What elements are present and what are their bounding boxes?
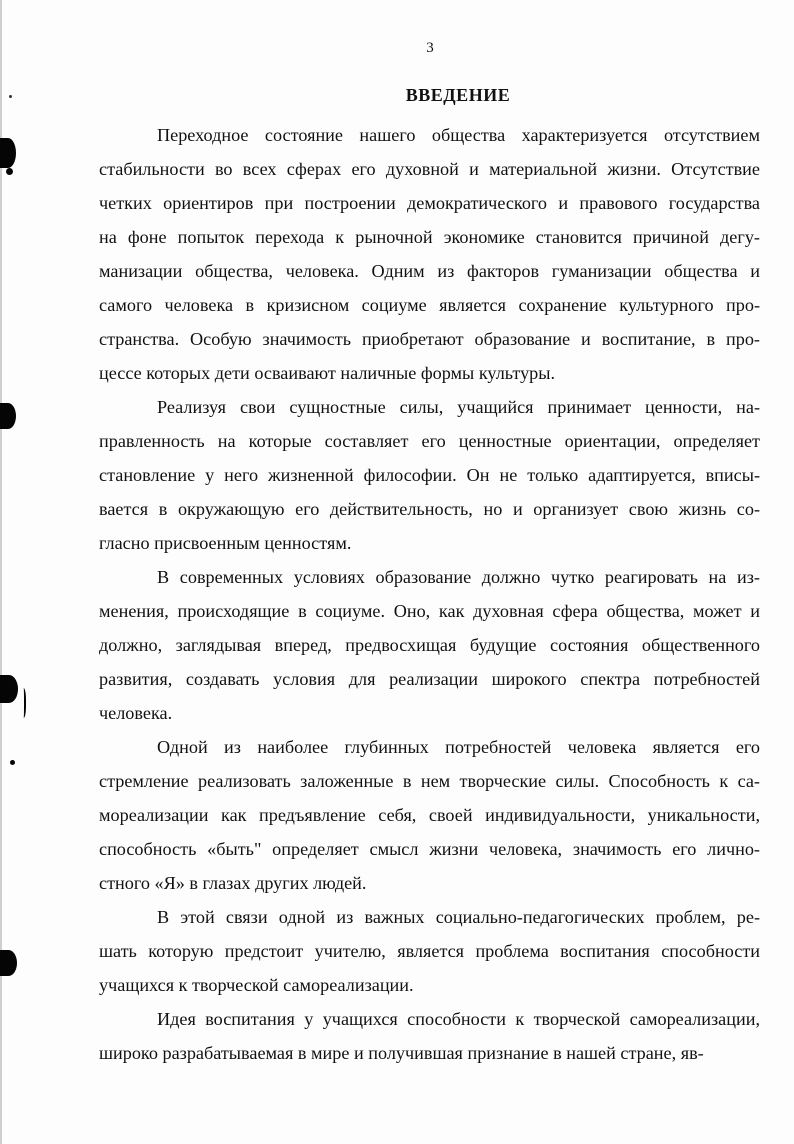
hole-punch-mark bbox=[20, 688, 26, 718]
text-line: человека. bbox=[99, 703, 173, 723]
page-title: ВВЕДЕНИЕ bbox=[405, 85, 511, 105]
hole-punch-mark bbox=[0, 675, 18, 703]
text-line: шать которую предстоит учителю, является проблема воспитания способности bbox=[99, 941, 760, 961]
paragraph bbox=[99, 900, 760, 1002]
text-line: должно, заглядывая вперед, предвосхищая будущие состояния общественного bbox=[99, 635, 760, 655]
hole-punch-mark bbox=[0, 138, 16, 168]
body-text bbox=[99, 118, 760, 1070]
text-line: на фоне попыток перехода к рыночной экономике становится причиной дегу- bbox=[99, 227, 760, 247]
text-line: становление у него жизненной философии. Он не только адаптируется, вписы- bbox=[99, 465, 760, 485]
text-line: учащихся к творческой самореализации. bbox=[99, 975, 414, 995]
hole-punch-mark bbox=[10, 760, 15, 765]
text-line: менения, происходящие в социуме. Оно, как духовная сфера общества, может и bbox=[99, 601, 760, 621]
paragraph bbox=[99, 1002, 760, 1070]
text-line: Переходное состояние нашего общества характеризуется отсутствием bbox=[157, 125, 760, 145]
text-line: В этой связи одной из важных социально-педагогических проблем, ре- bbox=[157, 907, 760, 927]
hole-punch-mark bbox=[0, 403, 16, 429]
text-line: странства. Особую значимость приобретают образование и воспитание, в про- bbox=[99, 329, 760, 349]
text-line: Одной из наиболее глубинных потребностей человека является его bbox=[157, 737, 760, 757]
paragraph bbox=[99, 560, 760, 730]
hole-punch-mark bbox=[0, 950, 17, 976]
text-line: Реализуя свои сущностные силы, учащийся принимает ценности, на- bbox=[157, 397, 760, 417]
paragraph bbox=[99, 730, 760, 900]
text-line: манизации общества, человека. Одним из факторов гуманизации общества и bbox=[99, 261, 760, 281]
text-line: стремление реализовать заложенные в нем творческие силы. Способность к са- bbox=[99, 771, 760, 791]
text-line: Идея воспитания у учащихся способности к творческой самореализации, bbox=[157, 1009, 760, 1029]
text-line: стного «Я» в глазах других людей. bbox=[99, 873, 367, 893]
hole-punch-mark bbox=[6, 168, 13, 175]
text-line: правленность на которые составляет его ценностные ориентации, определяет bbox=[99, 431, 760, 451]
text-line: широко разрабатываемая в мире и получившая признание в нашей стране, яв- bbox=[99, 1043, 704, 1063]
paragraph bbox=[99, 118, 760, 390]
text-line: вается в окружающую его действительность, но и организует свою жизнь со- bbox=[99, 499, 760, 519]
text-line: четких ориентиров при построении демократического и правового государства bbox=[99, 193, 760, 213]
text-line: способность «быть" определяет смысл жизни человека, значимость его лично- bbox=[99, 839, 760, 859]
page-number: 3 bbox=[426, 40, 434, 56]
text-line: В современных условиях образование должно чутко реагировать на из- bbox=[157, 567, 760, 587]
paragraph bbox=[99, 390, 760, 560]
text-line: гласно присвоенным ценностям. bbox=[99, 533, 352, 553]
text-line: развития, создавать условия для реализации широкого спектра потребностей bbox=[99, 669, 760, 689]
text-line: самого человека в кризисном социуме является сохранение культурного про- bbox=[99, 295, 760, 315]
text-line: стабильности во всех сферах его духовной и материальной жизни. Отсутствие bbox=[99, 159, 760, 179]
text-line: мореализации как предъявление себя, своей индивидуальности, уникальности, bbox=[99, 805, 760, 825]
text-line: цессе которых дети осваивают наличные формы культуры. bbox=[99, 363, 556, 383]
